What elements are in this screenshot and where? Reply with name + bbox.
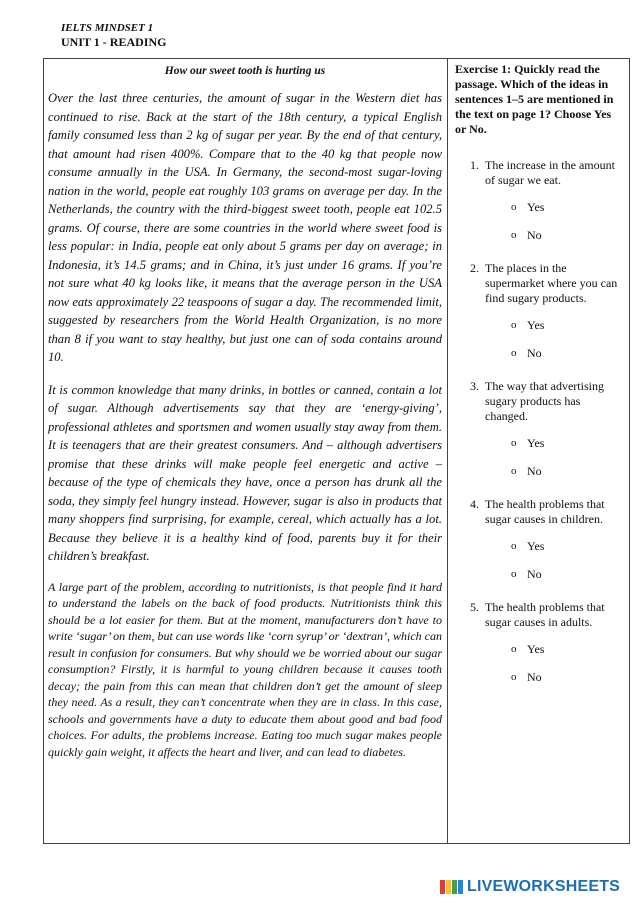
paragraph-3: A large part of the problem, according to nutritionists, is that people find it hard to understand the labels on the back of food products. Nutritionists think this should be a lot easier for them. But at the moment, manufacturers don’t have to write ‘sugar’ on them, but can use words like ‘corn syrup’ or ‘dextran’, which can result in confusion for consumers. But why should we be worried about our sugar consumption? Firstly, it is harmful to young children because it causes tooth decay; the pain from this can mean that children don’t get the amount of sleep they need. As a result, they can’t concentrate when they are in class. In this case, schools and governments have a duty to educate them about good and bad food choices. For adults, the problems increase. Eating too much sugar makes people quickly gain weight, it affects the heart and liver, and can lead to diabetes. [48, 579, 442, 759]
option-no[interactable]: o No [511, 669, 542, 684]
question-text: The places in the supermarket where you can find sugary products. [485, 261, 618, 305]
exercise-title: Exercise 1: Quickly read the passage. Which of the ideas in sentences 1–5 are mentioned in the text on page 1? Choose Yes or No. [455, 62, 614, 136]
option-no[interactable]: o No [511, 227, 542, 242]
option-yes[interactable]: o Yes [511, 538, 545, 553]
unit-title: UNIT 1 - READING [61, 35, 167, 49]
reading-passage [44, 59, 448, 843]
question-text: The health problems that sugar causes in adults. [485, 600, 605, 629]
question-4 [455, 497, 625, 588]
exercise-panel [448, 59, 629, 843]
worksheet-table [43, 58, 630, 844]
radio-circle-icon: o [511, 347, 517, 359]
question-text: The health problems that sugar causes in children. [485, 497, 605, 526]
series-title: IELTS MINDSET 1 [61, 22, 154, 34]
radio-circle-icon: o [511, 465, 517, 477]
paragraph-1: Over the last three centuries, the amount of sugar in the Western diet has continued to rise. Back at the start of the 18th century, a typical English family consumed less than 2 kg of sugar per year. By the end of that century, that amount had risen 400%. Compare that to the 40 kg that people now consume annually in the USA. In Germany, the second-most sugar-loving nation in the world, people eat roughly 103 grams on average per day. In the Netherlands, the country with the third-biggest sweet tooth, people eat 102.5 grams. Of course, there are some countries in the world where sweet food is less popular: in India, people eat only about 5 grams per day on average; in Indonesia, it’s 14.5 grams; and in China, it’s just under 16 grams. If you’re not sure what 40 kg looks like, it means that the average person in the USA now eats approximately 22 teaspoons of sugar a day. The recommended limit, suggested by researchers from the World Health Organization, is no more than 8 if you want to stay healthy, but just one can of soda contains around 10. [48, 91, 442, 364]
option-no[interactable]: o No [511, 345, 542, 360]
option-yes[interactable]: o Yes [511, 317, 545, 332]
question-2 [455, 261, 625, 367]
radio-circle-icon: o [511, 671, 517, 683]
question-text: The way that advertising sugary products has changed. [485, 379, 604, 423]
logo-blocks-icon [440, 880, 464, 894]
question-number: 4. [470, 497, 479, 511]
question-5 [455, 600, 625, 691]
option-yes[interactable]: o Yes [511, 199, 545, 214]
radio-circle-icon: o [511, 540, 517, 552]
option-yes[interactable]: o Yes [511, 641, 545, 656]
option-no[interactable]: o No [511, 566, 542, 581]
logo-text: LIVEWORKSHEETS [467, 878, 621, 895]
question-number: 3. [470, 379, 479, 393]
question-number: 2. [470, 261, 479, 275]
paragraph-2: It is common knowledge that many drinks, in bottles or canned, contain a lot of sugar. Although advertisements say that they are ‘energy-giving’, professional athletes and sportsmen and women usually stay away from them. It is teenagers that are their greatest consumers. And – although advertisers promise that these drinks will make people feel energetic and active – because of the type of chemicals they have, once a person has drunk all the soda, they simply feel hungry instead. However, sugar is also in products that many shoppers find surprising, for example, cereal, which actually has a lot. Because they believe it is a healthy kind of food, parents buy it for their children’s breakfast. [48, 382, 442, 563]
radio-circle-icon: o [511, 229, 517, 241]
radio-circle-icon: o [511, 643, 517, 655]
option-no[interactable]: o No [511, 463, 542, 478]
radio-circle-icon: o [511, 437, 517, 449]
page-header [61, 22, 166, 50]
question-number: 5. [470, 600, 479, 614]
radio-circle-icon: o [511, 319, 517, 331]
question-1 [455, 158, 625, 249]
article-title: How our sweet tooth is hurting us [164, 65, 326, 77]
option-yes[interactable]: o Yes [511, 435, 545, 450]
question-3 [455, 379, 625, 485]
question-number: 1. [470, 158, 479, 172]
liveworksheets-logo [440, 878, 620, 896]
radio-circle-icon: o [511, 201, 517, 213]
radio-circle-icon: o [511, 568, 517, 580]
question-text: The increase in the amount of sugar we eat. [485, 158, 615, 187]
